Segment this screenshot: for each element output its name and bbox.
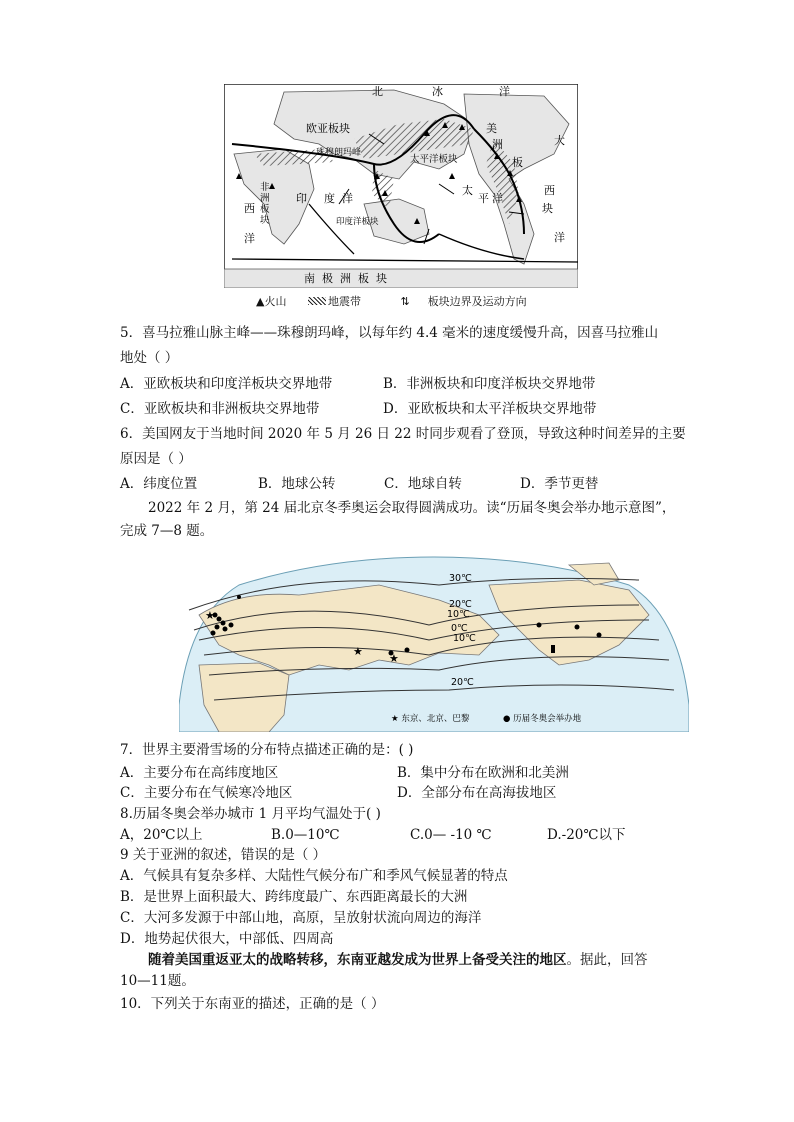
intro1011-tail: 。据此，回答 (566, 952, 648, 968)
q5-option-b[interactable]: B．非洲板块和印度洋板块交界地带 (383, 376, 596, 392)
legend-star-cities: ★ 东京、北京、巴黎 (391, 714, 470, 724)
q8-option-d[interactable]: D.-20℃以下 (547, 827, 626, 843)
q6-option-a[interactable]: A．纬度位置 (120, 476, 198, 492)
label-pacific-1: 太 (462, 184, 473, 197)
q9-option-a[interactable]: A．气候具有复杂多样、大陆性气候分布广和季风气候显著的特点 (120, 868, 508, 884)
svg-text:★: ★ (353, 645, 363, 658)
q5-option-c[interactable]: C．亚欧板块和非洲板块交界地带 (120, 401, 320, 417)
iso-20b: 20℃ (451, 677, 474, 688)
plate-map (224, 84, 578, 288)
label-indian-1: 印 (296, 192, 307, 205)
q5-option-d[interactable]: D．亚欧板块和太平洋板块交界地带 (383, 401, 597, 417)
label-atlantic-2: 西 (544, 184, 555, 197)
intro1011-bold: 随着美国重返亚太的战略转移，东南亚越发成为世界上备受关注的地区 (148, 952, 567, 968)
label-atlantic-1: 大 (554, 134, 565, 147)
intro1011-line-1 (148, 951, 648, 969)
label-africa-4: 块 (260, 215, 270, 226)
label-everest: 珠穆朗玛峰 (316, 148, 362, 158)
label-america-3: 板 (512, 156, 523, 169)
label-indian-2: 度 (324, 192, 335, 205)
label-west-ocean-2: 洋 (244, 232, 255, 245)
label-africa-2: 洲 (260, 193, 270, 204)
q5-stem-2: 地处（ ） (120, 350, 179, 366)
label-pacific-plate: 太平洋板块 (410, 154, 458, 165)
q7-option-d[interactable]: D．全部分布在高海拔地区 (397, 785, 557, 801)
legend-quake: 地震带 (308, 295, 379, 308)
label-north-2: 冰 (432, 85, 443, 98)
iso-10b: 10℃ (453, 633, 476, 644)
q9-stem: 9 关于亚洲的叙述，错误的是（ ） (120, 847, 327, 863)
q7-stem: 7．世界主要滑雪场的分布特点描述正确的是：( ) (120, 742, 414, 758)
q9-option-b[interactable]: B．是世界上面积最大、跨纬度最广、东西距离最长的大洲 (120, 889, 468, 905)
label-pacific-3: 洋 (492, 192, 503, 205)
q9-option-d[interactable]: D．地势起伏很大，中部低、四周高 (120, 931, 334, 947)
q10-stem: 10．下列关于东南亚的描述，正确的是（ ） (120, 996, 385, 1012)
q8-option-a[interactable]: A，20℃以上 (120, 827, 203, 843)
intro78-line-1: 2022 年 2 月，第 24 届北京冬季奥运会取得圆满成功。读“历届冬奥会举办地示意图”， (148, 500, 676, 516)
label-antarctic: 南 极 洲 板 块 (304, 272, 387, 285)
label-indo-plate: 印度洋板块 (336, 217, 379, 227)
antarctica-land (224, 269, 578, 288)
q6-stem-2: 原因是（ ） (120, 451, 192, 467)
label-eurasia-plate: 欧亚板块 (306, 122, 350, 135)
iso-30: 30℃ (449, 573, 472, 584)
svg-text:★: ★ (205, 609, 215, 622)
label-atlantic-3: 洋 (554, 231, 565, 244)
label-africa-3: 板 (260, 204, 270, 215)
hatch-icon (308, 297, 326, 305)
q7-option-c[interactable]: C．主要分布在气候寒冷地区 (120, 785, 293, 801)
q6-option-b[interactable]: B．地球公转 (258, 476, 336, 492)
iso-10a: 10℃ (447, 609, 470, 620)
olympics-map (179, 555, 689, 732)
plate-map-legend (256, 293, 563, 309)
label-america-1: 美 (486, 122, 497, 135)
q8-option-c[interactable]: C.0— -10 ℃ (410, 827, 492, 843)
legend-boundary: ⇅ 板块边界及运动方向 (400, 295, 527, 308)
q9-option-c[interactable]: C．大河多发源于中部山地，高原，呈放射状流向周边的海洋 (120, 910, 482, 926)
legend-host-cities: ● 历届冬奥会举办地 (503, 714, 582, 724)
intro1011-line-2: 10—11题。 (120, 973, 195, 989)
iso-20a: 20℃ (449, 599, 472, 610)
plate-map-svg (224, 84, 578, 288)
olympics-map-svg (179, 555, 689, 732)
q5-option-a[interactable]: A．亚欧板块和印度洋板块交界地带 (120, 376, 333, 392)
label-west-ocean-1: 西 (244, 202, 255, 215)
label-pacific-2: 平 (478, 192, 489, 205)
label-africa-1: 非 (260, 182, 270, 193)
intro78-line-2: 完成 7—8 题。 (120, 523, 214, 539)
q7-option-b[interactable]: B．集中分布在欧洲和北美洲 (397, 765, 569, 781)
iso-0: 0℃ (451, 623, 468, 634)
label-america-2: 洲 (492, 138, 503, 151)
label-north-3: 洋 (499, 85, 510, 98)
label-indian-3: 洋 (342, 192, 353, 205)
q6-stem-1: 6．美国网友于当地时间 2020 年 5 月 26 日 22 时同步观看了登顶，导致这种时间差异的主要 (120, 426, 686, 442)
svg-text:★: ★ (389, 652, 399, 665)
q8-stem: 8.历届冬奥会举办城市 1 月平均气温处于( ) (120, 806, 381, 822)
q7-option-a[interactable]: A．主要分布在高纬度地区 (120, 765, 279, 781)
q5-stem-1: 5．喜马拉雅山脉主峰——珠穆朗玛峰，以每年约 4.4 毫米的速度缓慢升高，因喜马拉雅山 (120, 325, 659, 341)
label-north-1: 北 (372, 85, 383, 98)
legend-volcano: ▲火山 (256, 295, 287, 308)
q8-option-b[interactable]: B.0—10℃ (271, 827, 340, 843)
q6-option-d[interactable]: D．季节更替 (520, 476, 599, 492)
q6-option-c[interactable]: C．地球自转 (384, 476, 462, 492)
label-america-block: 块 (542, 202, 553, 215)
boundary-arrow-icon: ⇅ (400, 295, 410, 308)
